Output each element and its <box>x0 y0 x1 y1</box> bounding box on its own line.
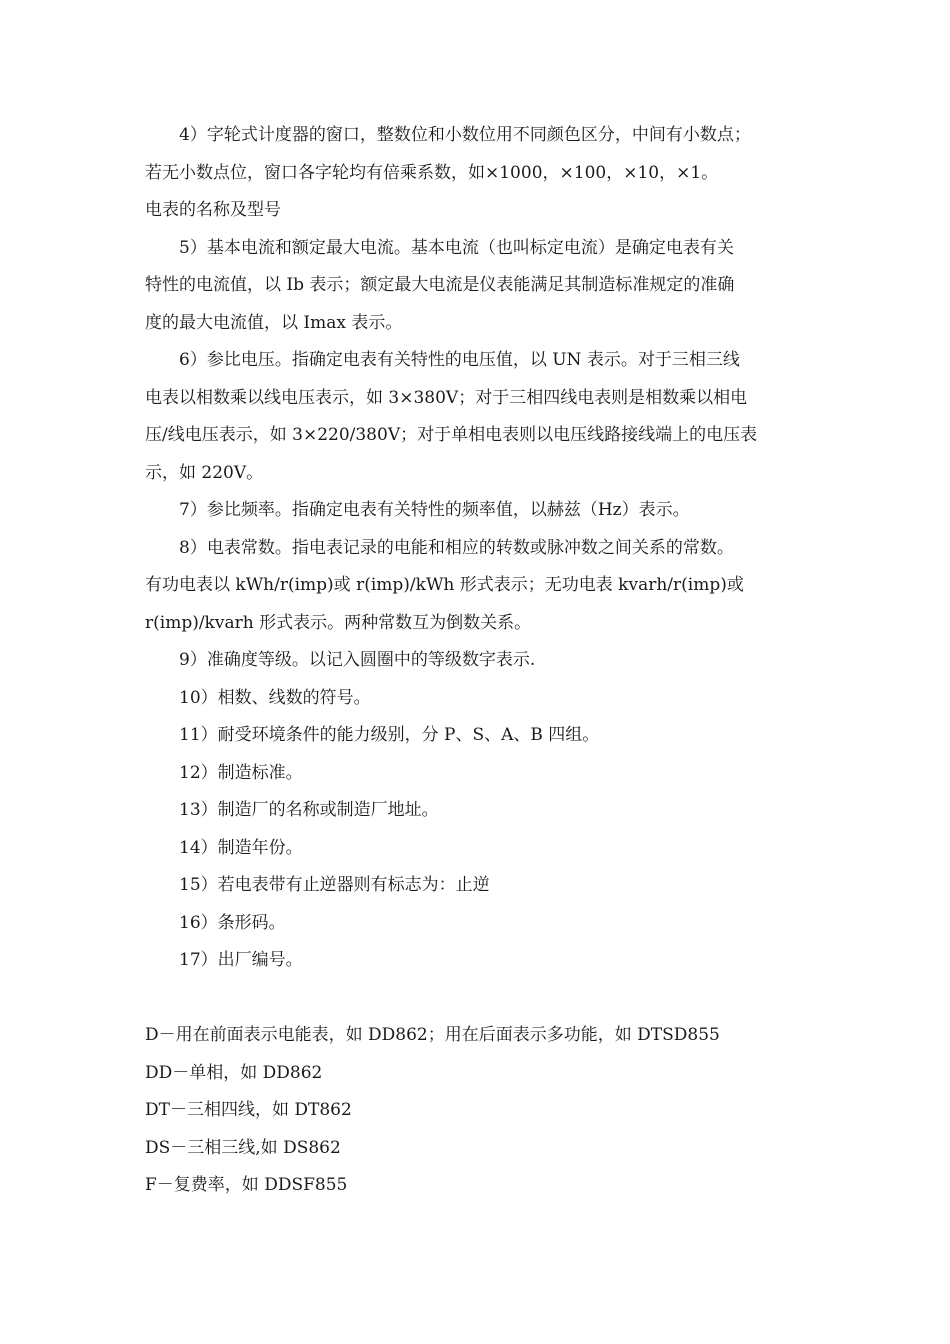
model-code-list <box>145 1017 810 1205</box>
item-6-line-1: 6）参比电压。指确定电表有关特性的电压值，以 UN 表示。对于三相三线 <box>179 350 740 370</box>
item-5-line-3: 度的最大电流值，以 Imax 表示。 <box>145 312 403 333</box>
document-body <box>145 117 810 1205</box>
item-14: 14）制造年份。 <box>179 837 303 858</box>
item-17: 17）出厂编号。 <box>179 950 303 970</box>
item-5-line-1: 5）基本电流和额定最大电流。基本电流（也叫标定电流）是确定电表有关 <box>179 237 734 258</box>
item-9: 9）准确度等级。以记入圆圈中的等级数字表示. <box>179 650 536 670</box>
item-15: 15）若电表带有止逆器则有标志为：止逆 <box>179 875 490 895</box>
item-6-line-2: 电表以相数乘以线电压表示，如 3×380V；对于三相四线电表则是相数乘以相电 <box>145 387 748 408</box>
code-line-f: F－复费率，如 DDSF855 <box>145 1175 348 1195</box>
item-8-line-3: r(imp)/kvarh 形式表示。两种常数互为倒数关系。 <box>145 612 532 633</box>
item-6-line-3: 压/线电压表示，如 3×220/380V；对于单相电表则以电压线路接线端上的电压表 <box>145 425 758 445</box>
code-line-ds: DS－三相三线,如 DS862 <box>145 1137 341 1158</box>
code-line-dd: DD－单相，如 DD862 <box>145 1062 323 1083</box>
code-line-d: D－用在前面表示电能表，如 DD862；用在后面表示多功能，如 DTSD855 <box>145 1025 720 1045</box>
item-5-line-2: 特性的电流值，以 Ib 表示；额定最大电流是仪表能满足其制造标准规定的准确 <box>145 275 735 295</box>
item-6-line-4: 示，如 220V。 <box>145 462 264 483</box>
item-4-line-2: 若无小数点位，窗口各字轮均有倍乘系数，如×1000，×100，×10，×1。 <box>145 162 719 183</box>
item-7: 7）参比频率。指确定电表有关特性的频率值，以赫兹（Hz）表示。 <box>179 500 690 520</box>
item-13: 13）制造厂的名称或制造厂地址。 <box>179 800 439 820</box>
item-8-line-2: 有功电表以 kWh/r(imp)或 r(imp)/kWh 形式表示；无功电表 kvarh/r(imp)或 <box>145 575 744 595</box>
item-12: 12）制造标准。 <box>179 762 303 783</box>
item-16: 16）条形码。 <box>179 912 286 933</box>
item-11: 11）耐受环境条件的能力级别，分 P、S、A、B 四组。 <box>179 725 600 745</box>
item-8-line-1: 8）电表常数。指电表记录的电能和相应的转数或脉冲数之间关系的常数。 <box>179 537 734 558</box>
item-10: 10）相数、线数的符号。 <box>179 687 371 708</box>
code-line-dt: DT－三相四线，如 DT862 <box>145 1100 352 1120</box>
blank-line <box>145 980 810 1018</box>
item-4-line-1: 4）字轮式计度器的窗口，整数位和小数位用不同颜色区分，中间有小数点； <box>179 125 751 145</box>
section-heading: 电表的名称及型号 <box>145 200 281 220</box>
